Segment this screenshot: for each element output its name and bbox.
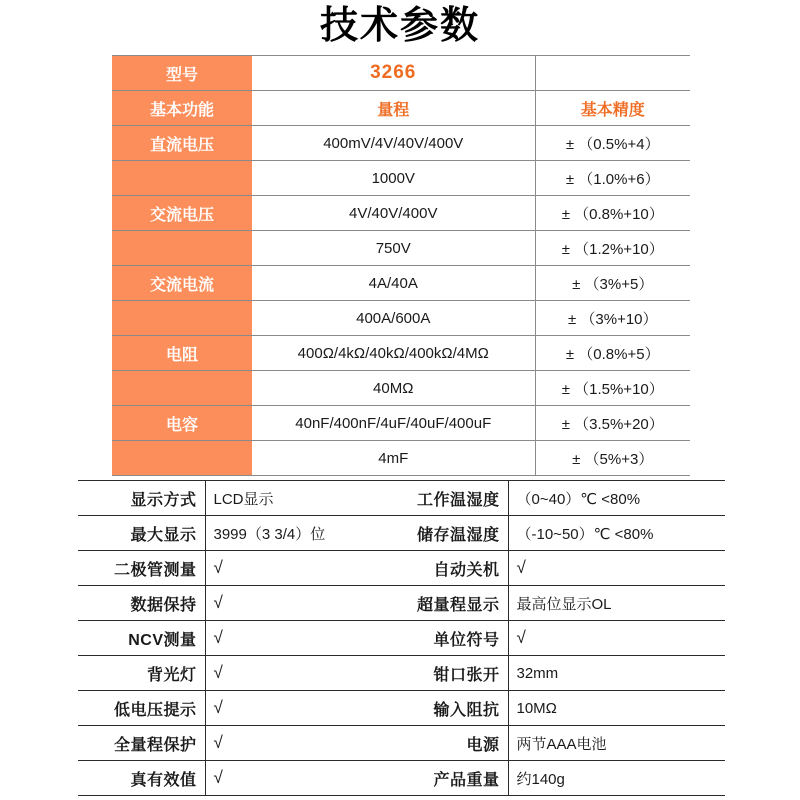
- table-row: [112, 126, 690, 161]
- table-row: [112, 161, 690, 196]
- feature-value-right: 两节AAA电池: [508, 726, 725, 761]
- feature-value-right: 约140g: [508, 761, 725, 796]
- table-row-header: [112, 91, 690, 126]
- cell-accuracy: ± （0.5%+4）: [535, 126, 690, 161]
- cell-range: 400A/600A: [252, 301, 535, 336]
- cell-accuracy: ± （1.2%+10）: [535, 231, 690, 266]
- technical-spec-table: [112, 55, 690, 476]
- header-accuracy: 基本精度: [535, 91, 690, 126]
- cell-function: [112, 371, 252, 406]
- cell-range: 400Ω/4kΩ/40kΩ/400kΩ/4MΩ: [252, 336, 535, 371]
- feature-value-right: 10MΩ: [508, 691, 725, 726]
- cell-range: 40MΩ: [252, 371, 535, 406]
- feature-value-right: （0~40）℃ <80%: [508, 481, 725, 516]
- cell-function: [112, 231, 252, 266]
- table-row: [78, 726, 725, 761]
- feature-label-left: 二极管测量: [78, 551, 205, 586]
- feature-table-body: [78, 481, 725, 796]
- feature-value-left: √: [205, 586, 393, 621]
- feature-value-right: √: [508, 551, 725, 586]
- feature-label-left: 数据保持: [78, 586, 205, 621]
- feature-label-right: 储存温湿度: [393, 516, 508, 551]
- feature-value-left: 3999（3 3/4）位: [205, 516, 393, 551]
- table-row: [78, 621, 725, 656]
- table-row: [78, 691, 725, 726]
- cell-function: 交流电压: [112, 196, 252, 231]
- feature-label-left: 真有效值: [78, 761, 205, 796]
- table-row: [112, 266, 690, 301]
- cell-range: 40nF/400nF/4uF/40uF/400uF: [252, 406, 535, 441]
- feature-label-right: 超量程显示: [393, 586, 508, 621]
- feature-label-left: 全量程保护: [78, 726, 205, 761]
- cell-accuracy: ± （3.5%+20）: [535, 406, 690, 441]
- feature-label-left: 低电压提示: [78, 691, 205, 726]
- cell-range: 400mV/4V/40V/400V: [252, 126, 535, 161]
- cell-function: [112, 161, 252, 196]
- feature-label-left: NCV测量: [78, 621, 205, 656]
- feature-value-left: √: [205, 551, 393, 586]
- cell-range: 1000V: [252, 161, 535, 196]
- cell-accuracy: ± （3%+5）: [535, 266, 690, 301]
- table-row-model: [112, 56, 690, 91]
- cell-function: 直流电压: [112, 126, 252, 161]
- feature-value-left: √: [205, 726, 393, 761]
- table-row: [78, 551, 725, 586]
- table-row: [78, 656, 725, 691]
- feature-value-left: √: [205, 691, 393, 726]
- feature-label-right: 产品重量: [393, 761, 508, 796]
- table-row: [112, 406, 690, 441]
- cell-accuracy: ± （1.5%+10）: [535, 371, 690, 406]
- table-row: [78, 516, 725, 551]
- feature-value-right: 最高位显示OL: [508, 586, 725, 621]
- header-range: 量程: [252, 91, 535, 126]
- cell-accuracy: ± （5%+3）: [535, 441, 690, 476]
- table-row: [78, 586, 725, 621]
- model-value: 3266: [252, 56, 535, 91]
- table-row: [112, 301, 690, 336]
- table-row: [112, 336, 690, 371]
- feature-value-right: √: [508, 621, 725, 656]
- header-function: 基本功能: [112, 91, 252, 126]
- table-row: [78, 761, 725, 796]
- cell-range: 750V: [252, 231, 535, 266]
- cell-accuracy: ± （0.8%+5）: [535, 336, 690, 371]
- cell-accuracy: ± （0.8%+10）: [535, 196, 690, 231]
- feature-value-left: √: [205, 621, 393, 656]
- cell-range: 4mF: [252, 441, 535, 476]
- feature-value-right: 32mm: [508, 656, 725, 691]
- feature-label-left: 背光灯: [78, 656, 205, 691]
- cell-accuracy: ± （3%+10）: [535, 301, 690, 336]
- feature-value-left: √: [205, 656, 393, 691]
- feature-label-right: 工作温湿度: [393, 481, 508, 516]
- cell-function: 电阻: [112, 336, 252, 371]
- feature-value-left: √: [205, 761, 393, 796]
- cell-accuracy: ± （1.0%+6）: [535, 161, 690, 196]
- feature-label-right: 自动关机: [393, 551, 508, 586]
- table-row: [112, 231, 690, 266]
- feature-label-left: 显示方式: [78, 481, 205, 516]
- cell-range: 4V/40V/400V: [252, 196, 535, 231]
- feature-spec-table: [78, 480, 725, 796]
- model-empty-cell: [535, 56, 690, 91]
- table-row: [112, 196, 690, 231]
- table-row: [112, 441, 690, 476]
- cell-function: 电容: [112, 406, 252, 441]
- feature-label-right: 输入阻抗: [393, 691, 508, 726]
- cell-range: 4A/40A: [252, 266, 535, 301]
- table-row: [78, 481, 725, 516]
- cell-function: 交流电流: [112, 266, 252, 301]
- feature-label-left: 最大显示: [78, 516, 205, 551]
- table-row: [112, 371, 690, 406]
- feature-value-right: （-10~50）℃ <80%: [508, 516, 725, 551]
- cell-function: [112, 301, 252, 336]
- spec-table-body: [112, 56, 690, 476]
- feature-label-right: 单位符号: [393, 621, 508, 656]
- model-label: 型号: [112, 56, 252, 91]
- feature-label-right: 电源: [393, 726, 508, 761]
- feature-value-left: LCD显示: [205, 481, 393, 516]
- page-title: 技术参数: [319, 5, 480, 47]
- cell-function: [112, 441, 252, 476]
- feature-label-right: 钳口张开: [393, 656, 508, 691]
